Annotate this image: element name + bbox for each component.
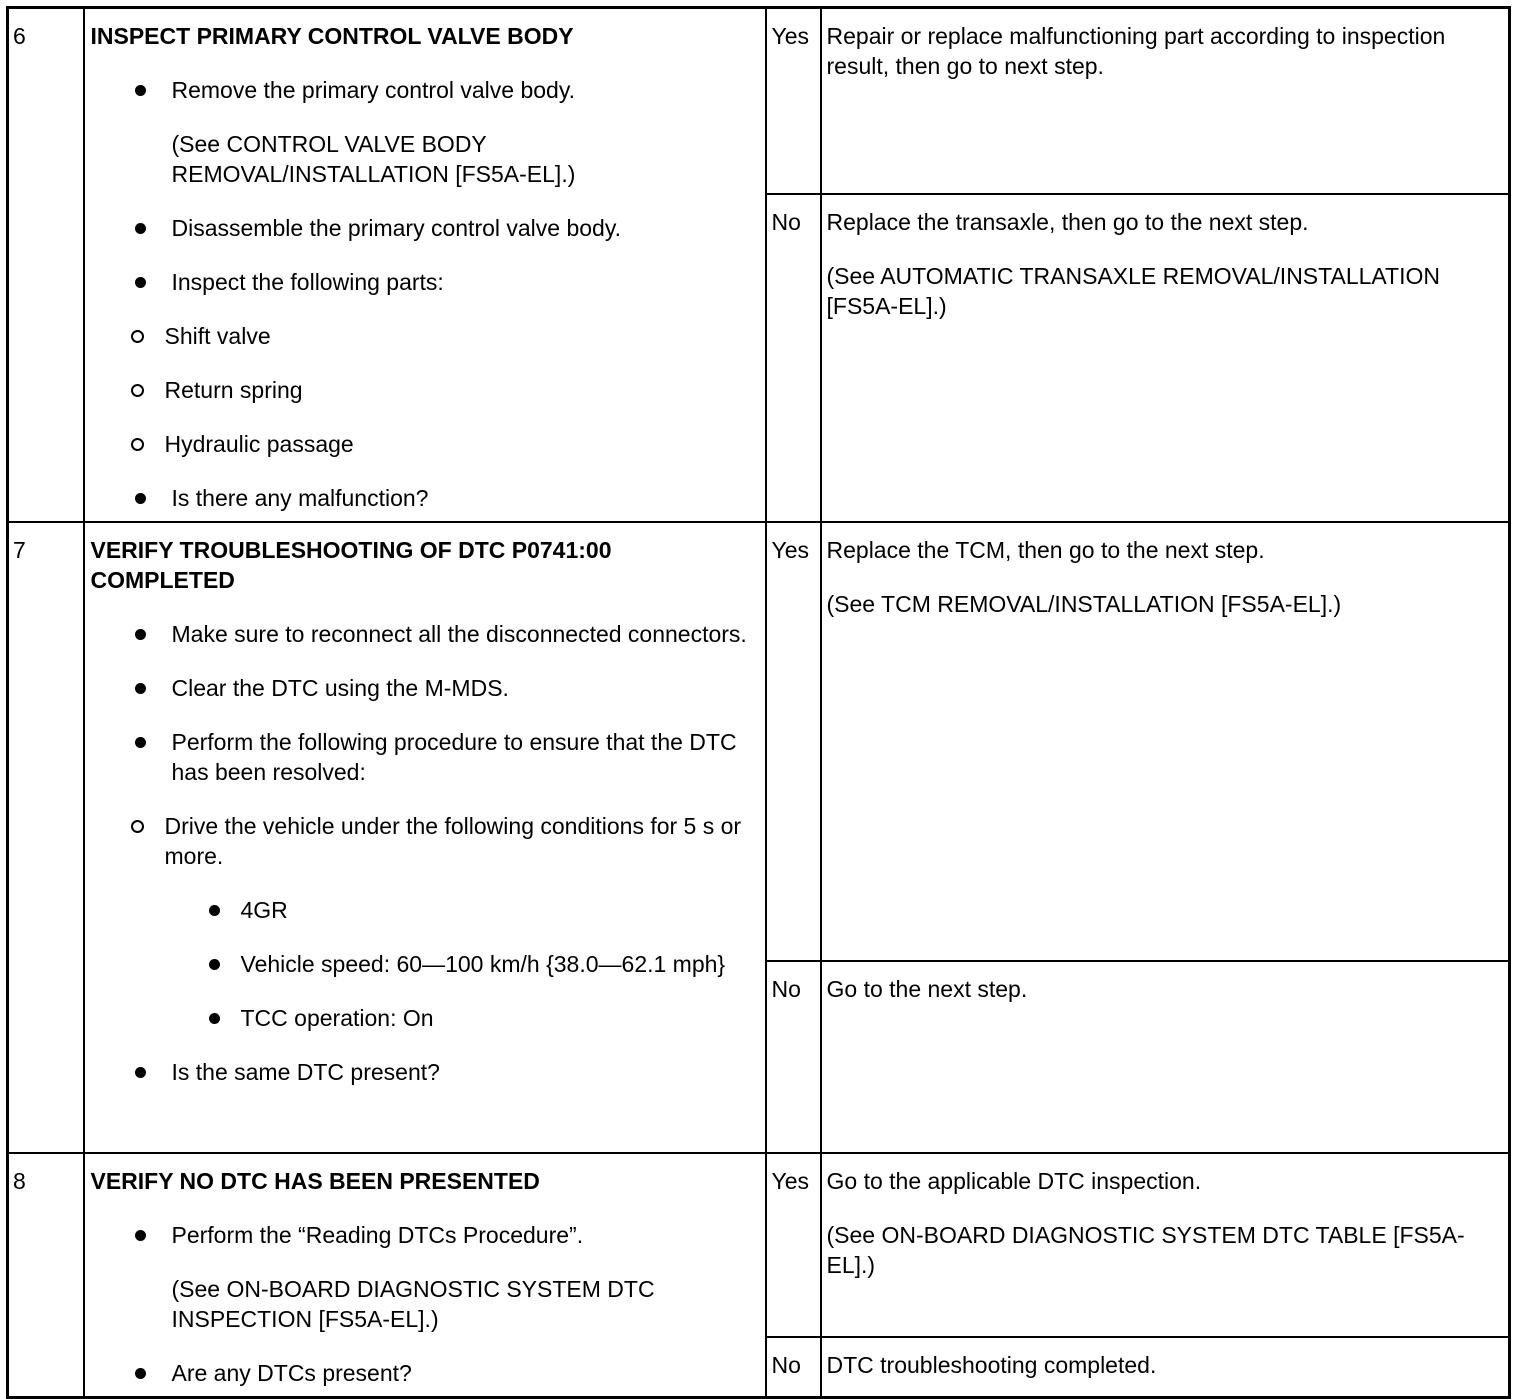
action-text: Go to the next step. bbox=[826, 976, 1028, 1002]
step-8-yes-row bbox=[8, 1153, 1510, 1337]
list-item bbox=[91, 1220, 761, 1334]
parts-list bbox=[164, 321, 761, 459]
step-number: 8 bbox=[8, 1153, 84, 1398]
sub-list bbox=[164, 811, 761, 1033]
step-procedure bbox=[84, 8, 766, 523]
list-item: Hydraulic passage bbox=[91, 429, 761, 459]
step-7-yes-row bbox=[8, 522, 1510, 961]
bullet-text: Perform the following procedure to ensure that the DTC has been resolved: bbox=[171, 729, 737, 785]
step-procedure bbox=[84, 1153, 766, 1398]
action-text: Repair or replace malfunctioning part according to inspection result, then go to next step. bbox=[826, 23, 1446, 79]
list-item: Is the same DTC present? bbox=[91, 1057, 761, 1087]
list-item: Are any DTCs present? bbox=[91, 1358, 761, 1388]
yes-action bbox=[821, 1153, 1510, 1337]
no-label: No bbox=[766, 194, 821, 522]
list-item: 4GR bbox=[165, 895, 761, 925]
reference-text: (See TCM REMOVAL/INSTALLATION [FS5A-EL].) bbox=[826, 591, 1342, 617]
procedure-list bbox=[91, 75, 761, 513]
no-label: No bbox=[766, 961, 821, 1153]
list-item: TCC operation: On bbox=[165, 1003, 761, 1033]
list-item: Make sure to reconnect all the disconnected connectors. bbox=[91, 619, 761, 649]
conditions-list bbox=[165, 895, 761, 1033]
list-item: Disassemble the primary control valve body. bbox=[91, 213, 761, 243]
bullet-text: Drive the vehicle under the following conditions for 5 s or more. bbox=[164, 813, 742, 869]
list-item: Is there any malfunction? bbox=[91, 483, 761, 513]
no-action bbox=[821, 961, 1510, 1153]
yes-label: Yes bbox=[766, 1153, 821, 1337]
action-text: DTC troubleshooting completed. bbox=[826, 1352, 1157, 1379]
no-label: No bbox=[766, 1337, 821, 1397]
yes-action bbox=[821, 522, 1510, 961]
step-heading: INSPECT PRIMARY CONTROL VALVE BODY bbox=[90, 23, 574, 49]
diagnostic-table bbox=[6, 6, 1511, 1399]
yes-action bbox=[821, 8, 1510, 195]
procedure-list bbox=[91, 1220, 761, 1388]
action-text: Replace the transaxle, then go to the next step. bbox=[826, 209, 1309, 236]
list-item: Return spring bbox=[91, 375, 761, 405]
list-item: Vehicle speed: 60—100 km/h {38.0—62.1 mph} bbox=[165, 949, 761, 979]
list-item bbox=[91, 727, 761, 1033]
list-item bbox=[91, 267, 761, 459]
yes-label: Yes bbox=[766, 8, 821, 195]
list-item bbox=[91, 75, 761, 189]
list-item: Shift valve bbox=[91, 321, 761, 351]
step-heading: VERIFY NO DTC HAS BEEN PRESENTED bbox=[90, 1168, 540, 1194]
step-6-yes-row bbox=[8, 8, 1510, 195]
procedure-list bbox=[91, 619, 761, 1087]
reference-text: (See ON-BOARD DIAGNOSTIC SYSTEM DTC TABLE [FS5A-EL].) bbox=[826, 1222, 1465, 1278]
reference-text: (See ON-BOARD DIAGNOSTIC SYSTEM DTC INSPECTION [FS5A-EL].) bbox=[171, 1276, 655, 1332]
step-heading: VERIFY TROUBLESHOOTING OF DTC P0741:00 COMPLETED bbox=[90, 537, 612, 593]
step-procedure bbox=[84, 522, 766, 1153]
action-text: Replace the TCM, then go to the next step. bbox=[826, 537, 1265, 563]
bullet-text: Perform the “Reading DTCs Procedure”. bbox=[171, 1222, 584, 1248]
bullet-text: Remove the primary control valve body. bbox=[171, 77, 576, 103]
reference-text: (See CONTROL VALVE BODY REMOVAL/INSTALLATION [FS5A-EL].) bbox=[171, 131, 576, 187]
step-number: 6 bbox=[8, 8, 84, 523]
step-number: 7 bbox=[8, 522, 84, 1153]
list-item: Clear the DTC using the M-MDS. bbox=[91, 673, 761, 703]
reference-text: (See AUTOMATIC TRANSAXLE REMOVAL/INSTALLATION [FS5A-EL].) bbox=[826, 263, 1440, 320]
bullet-text: Inspect the following parts: bbox=[171, 269, 444, 295]
yes-label: Yes bbox=[766, 522, 821, 961]
no-action bbox=[821, 194, 1510, 522]
no-action bbox=[821, 1337, 1510, 1397]
list-item bbox=[91, 811, 761, 1033]
action-text: Go to the applicable DTC inspection. bbox=[826, 1168, 1202, 1194]
